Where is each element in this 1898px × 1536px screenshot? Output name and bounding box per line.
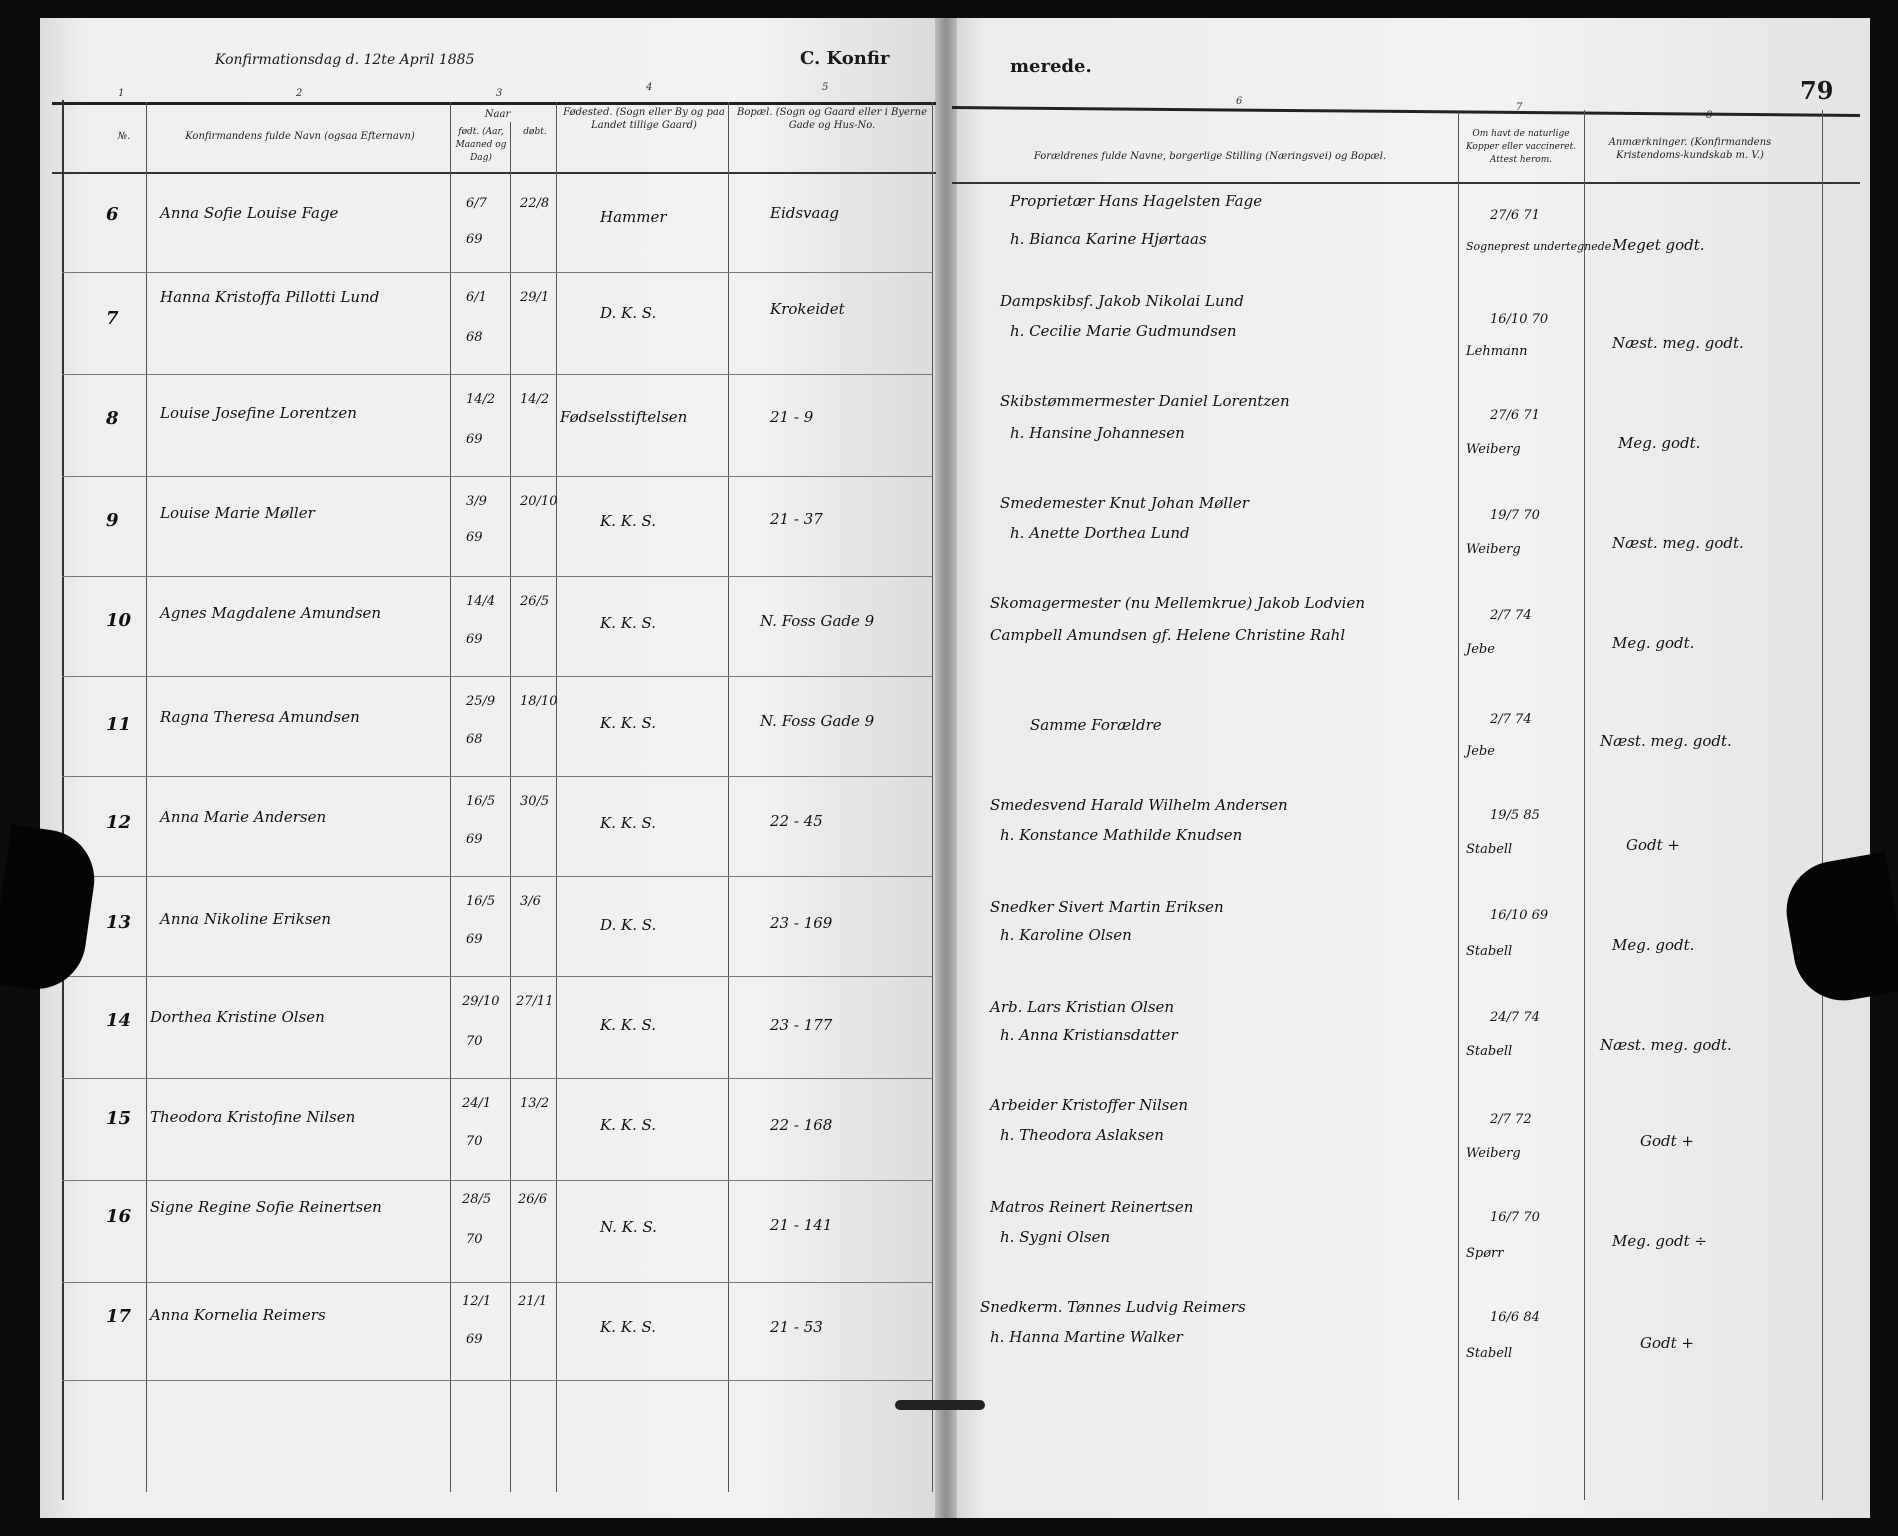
vaccinated-by: Spørr — [1466, 1246, 1504, 1261]
birth-date: 14/2 — [466, 392, 496, 407]
vaccine-date: 2/7 72 — [1490, 1112, 1532, 1127]
remarks: Godt + — [1640, 1132, 1694, 1150]
vaccinated-by: Weiberg — [1466, 542, 1521, 557]
remarks: Meget godt. — [1612, 236, 1705, 254]
birth-year: 69 — [466, 1332, 483, 1347]
birth-date: 6/7 — [466, 196, 487, 211]
remarks: Næst. meg. godt. — [1600, 732, 1732, 750]
parents-line-1: Snedker Sivert Martin Eriksen — [990, 898, 1224, 916]
vaccinated-by: Stabell — [1466, 1044, 1513, 1059]
residence: 22 - 168 — [770, 1116, 833, 1134]
birth-date: 12/1 — [462, 1294, 492, 1309]
confirmand-name: Anna Sofie Louise Fage — [160, 204, 339, 222]
column-header-bopael: Bopæl. (Sogn og Gaard eller i Byerne Gade og Hus-No. — [736, 107, 927, 131]
baptism-date: 30/5 — [520, 794, 550, 809]
birth-date: 29/10 — [462, 994, 500, 1009]
confirmand-name: Louise Josefine Lorentzen — [160, 404, 357, 422]
birth-year: 70 — [466, 1232, 483, 1247]
column-rule — [728, 102, 729, 1492]
parents-line-2: h. Hanna Martine Walker — [990, 1328, 1183, 1346]
remarks: Meg. godt. — [1612, 936, 1695, 954]
birthplace: K. K. S. — [600, 714, 656, 732]
parents-line-2: Campbell Amundsen gf. Helene Christine Rahl — [990, 626, 1346, 644]
header-rule-bottom — [52, 172, 936, 174]
parents-line-1: Matros Reinert Reinertsen — [990, 1198, 1194, 1216]
birth-year: 70 — [466, 1134, 483, 1149]
row-number: 10 — [106, 610, 132, 631]
parents-line-1: Arbeider Kristoffer Nilsen — [990, 1096, 1189, 1114]
remarks: Næst. meg. godt. — [1612, 334, 1744, 352]
birth-year: 68 — [466, 732, 483, 747]
vaccinated-by: Jebe — [1466, 744, 1495, 759]
parents-line-1: Arb. Lars Kristian Olsen — [990, 998, 1175, 1016]
parents-line-2: h. Anna Kristiansdatter — [1000, 1026, 1178, 1044]
column-rule — [556, 102, 557, 1492]
confirmand-name: Louise Marie Møller — [160, 504, 315, 522]
birthplace: K. K. S. — [600, 614, 656, 632]
row-rule — [62, 876, 932, 877]
baptism-date: 26/6 — [518, 1192, 548, 1207]
birth-year: 69 — [466, 530, 483, 545]
vaccine-date: 27/6 71 — [1490, 208, 1540, 223]
parents-line-1: Snedkerm. Tønnes Ludvig Reimers — [980, 1298, 1246, 1316]
birthplace: K. K. S. — [600, 1116, 656, 1134]
baptism-date: 29/1 — [520, 290, 550, 305]
residence: 23 - 177 — [770, 1016, 833, 1034]
header-rule-bottom — [952, 182, 1860, 184]
birth-date: 24/1 — [462, 1096, 492, 1111]
column-header-fodt: født. (Aar, Maaned og Dag) — [455, 127, 507, 163]
vaccinated-by: Stabell — [1466, 842, 1513, 857]
birth-year: 69 — [466, 432, 483, 447]
book-gutter — [935, 18, 957, 1518]
confirmand-name: Theodora Kristofine Nilsen — [150, 1108, 356, 1126]
baptism-date: 14/2 — [520, 392, 550, 407]
parents-line-2: h. Cecilie Marie Gudmundsen — [1010, 322, 1237, 340]
row-rule — [62, 976, 932, 977]
header-rule-top — [52, 102, 936, 105]
parents-line-1: Smedemester Knut Johan Møller — [1000, 494, 1249, 512]
parents-line-1: Proprietær Hans Hagelsten Fage — [1010, 192, 1263, 210]
column-number: 6 — [1236, 96, 1243, 107]
residence: N. Foss Gade 9 — [760, 712, 875, 730]
residence: 22 - 45 — [770, 812, 823, 830]
birth-date: 14/4 — [466, 594, 496, 609]
parents-line-1: Skomagermester (nu Mellemkrue) Jakob Lodvien — [990, 594, 1365, 612]
column-number: 2 — [296, 88, 303, 99]
remarks: Godt + — [1640, 1334, 1694, 1352]
residence: 21 - 37 — [770, 510, 823, 528]
column-number: 7 — [1516, 102, 1523, 113]
parents-line-1: Samme Forældre — [1030, 716, 1162, 734]
baptism-date: 13/2 — [520, 1096, 550, 1111]
remarks: Næst. meg. godt. — [1612, 534, 1744, 552]
column-header-name: Konfirmandens fulde Navn (ogsaa Efternavn) — [185, 131, 415, 142]
birthplace: K. K. S. — [600, 1016, 656, 1034]
confirmand-name: Anna Kornelia Reimers — [150, 1306, 326, 1324]
section-title-right: merede. — [1010, 56, 1092, 77]
parents-line-2: h. Sygni Olsen — [1000, 1228, 1111, 1246]
remarks: Meg. godt. — [1612, 634, 1695, 652]
column-header-notes: Anmærkninger. (Konfirmandens Kristendoms-kundskab m. V.) — [1608, 137, 1772, 161]
parents-line-2: h. Anette Dorthea Lund — [1010, 524, 1190, 542]
column-rule — [932, 102, 933, 1492]
column-rule — [146, 102, 147, 1492]
parents-line-2: h. Bianca Karine Hjørtaas — [1010, 230, 1207, 248]
baptism-date: 26/5 — [520, 594, 550, 609]
vaccinated-by: Lehmann — [1466, 344, 1528, 359]
residence: Eidsvaag — [770, 204, 840, 222]
column-number: 3 — [496, 88, 503, 99]
parents-line-1: Smedesvend Harald Wilhelm Andersen — [990, 796, 1288, 814]
birth-date: 16/5 — [466, 894, 496, 909]
row-number: 13 — [106, 912, 132, 933]
column-header-no: №. — [117, 131, 131, 142]
confirmand-name: Anna Marie Andersen — [160, 808, 327, 826]
remarks: Meg. godt ÷ — [1612, 1232, 1707, 1250]
confirmand-name: Signe Regine Sofie Reinertsen — [150, 1198, 382, 1216]
row-number: 7 — [106, 308, 119, 329]
birthplace: K. K. S. — [600, 1318, 656, 1336]
residence: Krokeidet — [770, 300, 845, 318]
binding-thread — [895, 1400, 985, 1410]
residence: N. Foss Gade 9 — [760, 612, 875, 630]
column-rule — [62, 100, 64, 1500]
baptism-date: 21/1 — [518, 1294, 548, 1309]
row-number: 11 — [106, 714, 132, 735]
vaccinated-by: Stabell — [1466, 1346, 1513, 1361]
row-number: 16 — [106, 1206, 132, 1227]
vaccine-date: 2/7 74 — [1490, 608, 1532, 623]
page-number: 79 — [1800, 76, 1834, 105]
vaccine-date: 2/7 74 — [1490, 712, 1532, 727]
birth-date: 25/9 — [466, 694, 496, 709]
row-rule — [62, 1078, 932, 1079]
vaccinated-by: Weiberg — [1466, 442, 1521, 457]
column-rule — [1458, 110, 1459, 1500]
row-rule — [62, 576, 932, 577]
vaccine-date: 16/10 70 — [1490, 312, 1549, 327]
column-header-parents: Forældrenes fulde Navne, borgerlige Stilling (Næringsvei) og Bopæl. — [1033, 151, 1387, 162]
vaccinated-by: Weiberg — [1466, 1146, 1521, 1161]
residence: 21 - 9 — [770, 408, 814, 426]
vaccine-date: 16/7 70 — [1490, 1210, 1540, 1225]
remarks: Godt + — [1626, 836, 1680, 854]
birth-year: 69 — [466, 832, 483, 847]
column-header-naar: Naar — [484, 109, 511, 120]
confirmand-name: Anna Nikoline Eriksen — [160, 910, 332, 928]
row-rule — [62, 476, 932, 477]
confirmand-name: Hanna Kristoffa Pillotti Lund — [160, 288, 380, 306]
baptism-date: 27/11 — [516, 994, 554, 1009]
residence: 21 - 141 — [770, 1216, 833, 1234]
row-number: 8 — [106, 408, 119, 429]
vaccinated-by: Sogneprest undertegnede — [1466, 240, 1612, 253]
baptism-date: 20/10 — [520, 494, 558, 509]
row-rule — [62, 374, 932, 375]
vaccinated-by: Jebe — [1466, 642, 1495, 657]
confirmand-name: Dorthea Kristine Olsen — [150, 1008, 325, 1026]
birthplace: K. K. S. — [600, 814, 656, 832]
residence: 23 - 169 — [770, 914, 833, 932]
confirmation-date-title: Konfirmationsdag d. 12te April 1885 — [215, 52, 475, 68]
vaccine-date: 27/6 71 — [1490, 408, 1540, 423]
row-number: 6 — [106, 204, 119, 225]
vaccinated-by: Stabell — [1466, 944, 1513, 959]
residence: 21 - 53 — [770, 1318, 823, 1336]
baptism-date: 18/10 — [520, 694, 558, 709]
column-number: 4 — [646, 82, 653, 93]
row-rule — [62, 776, 932, 777]
vaccine-date: 16/10 69 — [1490, 908, 1549, 923]
parents-line-2: h. Theodora Aslaksen — [1000, 1126, 1164, 1144]
row-number: 15 — [106, 1108, 132, 1129]
birthplace: Fødselsstiftelsen — [560, 408, 688, 426]
remarks: Meg. godt. — [1618, 434, 1701, 452]
column-rule — [1822, 110, 1823, 1500]
parents-line-2: h. Karoline Olsen — [1000, 926, 1132, 944]
parents-line-1: Skibstømmermester Daniel Lorentzen — [1000, 392, 1290, 410]
row-rule — [62, 272, 932, 273]
birth-year: 70 — [466, 1034, 483, 1049]
baptism-date: 3/6 — [520, 894, 541, 909]
row-rule — [62, 1380, 932, 1381]
confirmand-name: Ragna Theresa Amundsen — [160, 708, 360, 726]
column-header-dobt: døbt. — [523, 127, 547, 137]
birthplace: Hammer — [600, 208, 667, 226]
row-rule — [62, 1180, 932, 1181]
left-page — [40, 18, 948, 1518]
column-rule — [1584, 110, 1585, 1500]
birth-year: 69 — [466, 932, 483, 947]
parents-line-2: h. Hansine Johannesen — [1010, 424, 1185, 442]
row-number: 12 — [106, 812, 132, 833]
birth-date: 3/9 — [466, 494, 487, 509]
vaccine-date: 19/7 70 — [1490, 508, 1540, 523]
birth-year: 68 — [466, 330, 483, 345]
column-number: 5 — [822, 82, 829, 93]
birth-year: 69 — [466, 232, 483, 247]
row-number: 9 — [106, 510, 119, 531]
row-number: 14 — [106, 1010, 132, 1031]
row-rule — [62, 676, 932, 677]
birthplace: D. K. S. — [600, 916, 657, 934]
parents-line-2: h. Konstance Mathilde Knudsen — [1000, 826, 1243, 844]
section-title-left: C. Konfir — [800, 48, 890, 69]
vaccine-date: 16/6 84 — [1490, 1310, 1540, 1325]
remarks: Næst. meg. godt. — [1600, 1036, 1732, 1054]
birth-date: 16/5 — [466, 794, 496, 809]
baptism-date: 22/8 — [520, 196, 550, 211]
parents-line-1: Dampskibsf. Jakob Nikolai Lund — [1000, 292, 1244, 310]
vaccine-date: 24/7 74 — [1490, 1010, 1540, 1025]
column-header-fodested: Fødested. (Sogn eller By og paa Landet tillige Gaard) — [563, 107, 725, 131]
birthplace: D. K. S. — [600, 304, 657, 322]
birthplace: K. K. S. — [600, 512, 656, 530]
row-rule — [62, 1282, 932, 1283]
column-number: 1 — [118, 88, 125, 99]
column-rule — [510, 122, 511, 1492]
confirmand-name: Agnes Magdalene Amundsen — [160, 604, 382, 622]
birthplace: N. K. S. — [600, 1218, 657, 1236]
column-rule — [450, 102, 451, 1492]
birth-date: 28/5 — [462, 1192, 492, 1207]
vaccine-date: 19/5 85 — [1490, 808, 1540, 823]
birth-year: 69 — [466, 632, 483, 647]
column-header-vaccine: Om havt de naturlige Kopper eller vaccineret. Attest herom. — [1465, 129, 1577, 165]
row-number: 17 — [106, 1306, 132, 1327]
birth-date: 6/1 — [466, 290, 487, 305]
